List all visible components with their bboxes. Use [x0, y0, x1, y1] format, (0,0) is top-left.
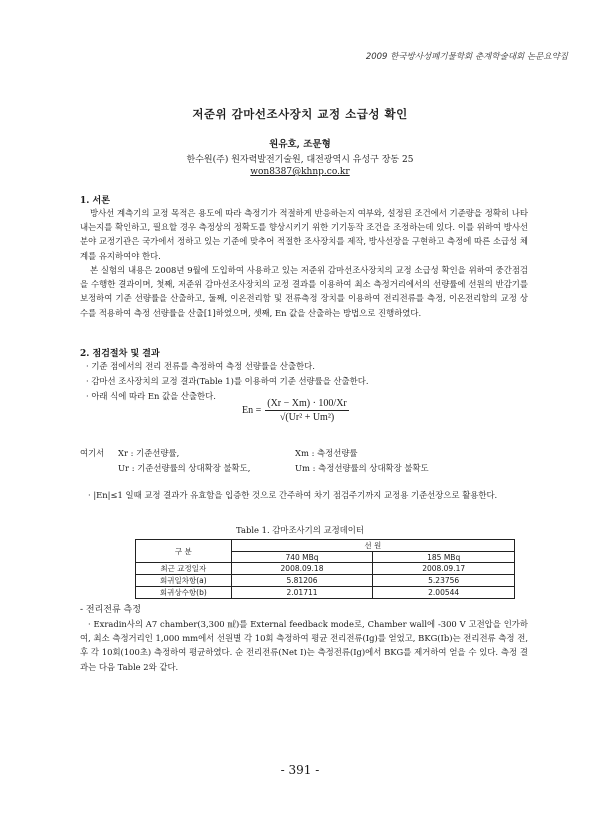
table1-cell: 2008.09.17	[373, 563, 515, 575]
variable-xr-symbol: Xr	[118, 448, 128, 458]
table1-cell: 2.00544	[373, 587, 515, 599]
variable-xm	[295, 447, 358, 459]
table1-cell: 5.81206	[231, 575, 373, 587]
variable-xm-desc: : 측정선량률	[311, 448, 358, 458]
en-formula	[242, 398, 349, 423]
variable-ur-symbol: Ur	[118, 463, 130, 473]
variable-um	[295, 462, 429, 474]
calibration-table	[135, 539, 515, 599]
intro-paragraph-2: 본 실험의 내용은 2008년 9월에 도입하여 사용하고 있는 저준위 감마선조사장치의 교정 소급성 확인을 위하여 중간점검을 수행한 결과이며, 첫째, 저준위 감마선조사장치의 교정 결과를 이용하여 최소 측정거리에서의 선량률에 선원의 반감기를 보정하여 기준 선량률을 산출하고, 둘째, 이온전리함 및 전류측정 장치를 이용하여 전리전류를 측정, 이온전리함의 교정 상수를 적용하여 측정 선량률을 산출[1]하였으며, 셋째, En 값을 산출하는 방법으로 진행하였다.	[80, 265, 528, 318]
variable-um-symbol: Um	[295, 463, 310, 473]
table1-row-label: 최근 교정일자	[136, 563, 232, 575]
en-formula-denominator: √(Ur² + Um²)	[279, 412, 335, 423]
table1-row-header: 구 분	[136, 540, 232, 563]
procedure-step-1: · 기준 점에서의 전리 전류를 측정하여 측정 선량률을 산출한다.	[86, 361, 315, 371]
table1-column-header: 740 MBq	[231, 552, 373, 563]
en-formula-fraction	[265, 398, 349, 423]
table-row	[136, 575, 515, 587]
table1-row-label: 회귀일차항(a)	[136, 575, 232, 587]
author-email-link[interactable]: won8387@khnp.co.kr	[250, 167, 350, 177]
variable-xr-desc: : 기준선량률,	[130, 448, 180, 458]
en-formula-lhs: En =	[242, 405, 262, 416]
current-measurement-paragraph: · Exradin사의 A7 chamber(3,300 ㎖)를 External feedback mode로, Chamber wall에 -300 V 고전압을 인가하여, 최소 측정거리인 1,000 mm에서 선원별 각 10회 측정하여 평균 전리전류(Ig)를 얻었고, BKG(Ib)는 전리전류 측정 전, 후 각 10회(100초) 측정하여 평균하였다. 순 전리전류(Net I)는 측정전류(Ig)에서 BKG를 제거하여 얻을 수 있다. 측정 결과는 다음 Table 2와 같다.	[80, 619, 528, 672]
table1-cell: 2008.09.18	[231, 563, 373, 575]
table-row	[136, 587, 515, 599]
variable-xr	[118, 447, 179, 459]
where-label: 여기서	[80, 448, 105, 458]
table1-cell: 2.01711	[231, 587, 373, 599]
variable-ur	[118, 462, 250, 474]
paper-title: 저준위 감마선조사장치 교정 소급성 확인	[192, 107, 408, 121]
intro-paragraph-1: 방사선 계측기의 교정 목적은 용도에 따라 측정기가 적절하게 반응하는지 여부와, 설정된 조건에서 기준량을 정확히 나타내는지를 확인하고, 필요할 경우 측정상의 정확도를 향상시키기 위한 기기동작 조건을 조정하는데 있다. 이를 위하여 방사선 분야 교정기관은 국가에서 정하고 있는 기준에 맞추어 적절한 조사장치를 제작, 방사선장을 구현하고 측정에 따른 소급성 체계를 유지하여야 한다.	[80, 208, 528, 261]
table1-row-label: 회귀상수항(b)	[136, 587, 232, 599]
table1-group-header: 선 원	[231, 540, 514, 552]
author-email	[0, 167, 600, 177]
variable-xm-symbol: Xm	[295, 448, 309, 458]
proceedings-header: 2009 한국방사성폐기물학회 춘계학술대회 논문요약집	[365, 52, 568, 62]
procedure-step-2: · 감마선 조사장치의 교정 결과(Table 1)를 이용하여 기준 선량률을 산출한다.	[86, 376, 369, 386]
section-current-heading: - 전리전류 측정	[80, 605, 141, 615]
table1-caption: Table 1. 감마조사기의 교정데이터	[236, 525, 364, 535]
variable-ur-desc: : 기준선량률의 상대확장 불확도,	[131, 463, 251, 473]
paper-authors: 원유호, 조문형	[269, 139, 331, 150]
page-number: - 391 -	[280, 763, 320, 777]
variable-um-desc: : 측정선량률의 상대확장 불확도	[312, 463, 429, 473]
section-procedure-heading: 2. 점검절차 및 결과	[80, 349, 160, 359]
paper-affiliation: 한수원(주) 원자력발전기술원, 대전광역시 유성구 장동 25	[186, 155, 414, 165]
procedure-step-3: · 아래 식에 따라 En 값을 산출한다.	[86, 391, 216, 401]
en-criterion: · |En|≤1 일때 교정 결과가 유효함을 입증한 것으로 간주하여 차기 점검주기까지 교정용 기준선장으로 활용한다.	[88, 490, 498, 500]
table1-cell: 5.23756	[373, 575, 515, 587]
en-formula-numerator: (Xr − Xm) · 100/Xr	[267, 398, 347, 409]
table-row	[136, 563, 515, 575]
section-intro-heading: 1. 서론	[80, 196, 110, 206]
table1-column-header: 185 MBq	[373, 552, 515, 563]
